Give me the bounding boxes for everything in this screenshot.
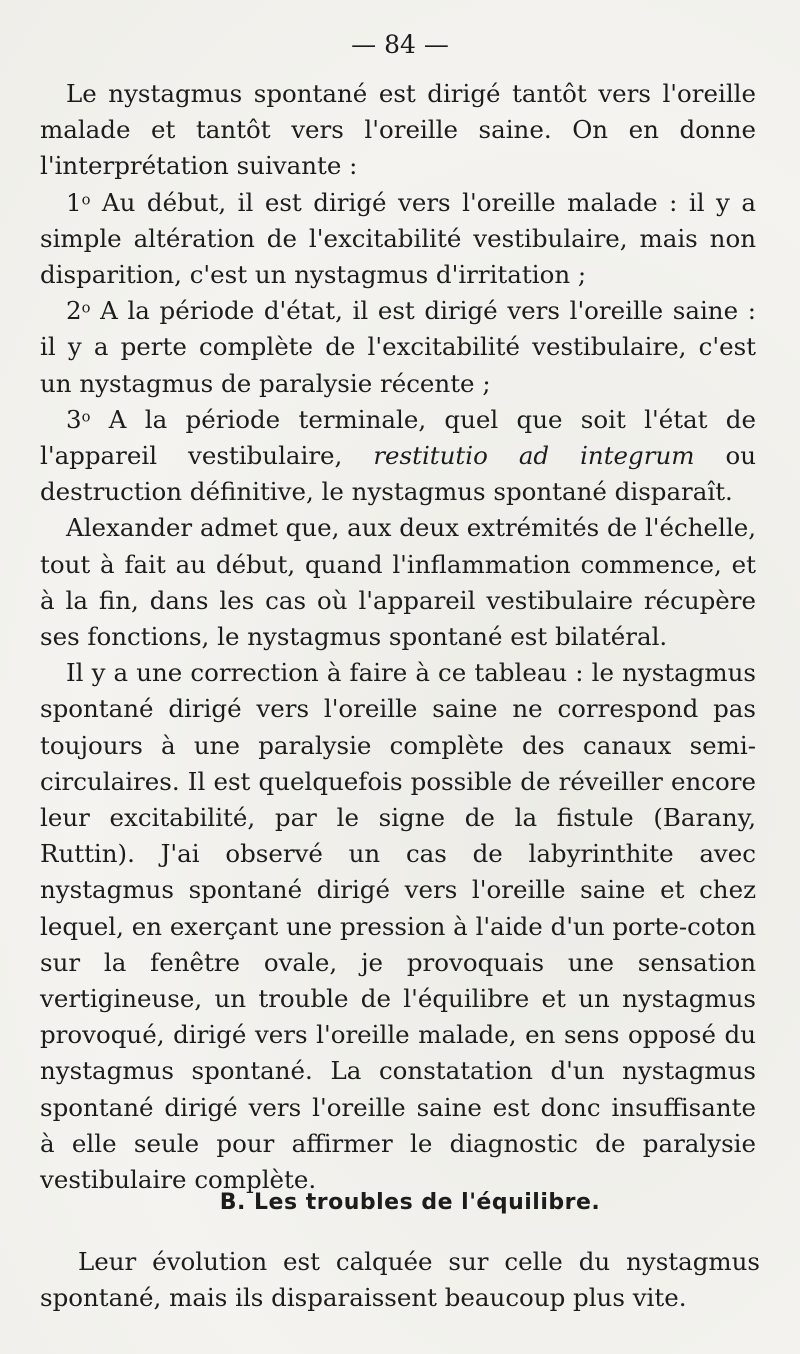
paragraph-point-1	[40, 185, 756, 294]
paragraph-alexander: Alexander admet que, aux deux extrémités de l'échelle, tout à fait au début, quand l'inflammation commence, et à la fin, dans les cas où l'appareil vestibulaire récupère ses fonctions, le nystagmus spontané est bilatéral.	[40, 513, 756, 652]
body-text	[40, 76, 756, 1198]
paragraph-correction: Il y a une correction à faire à ce tableau : le nystagmus spontané dirigé vers l'oreille saine ne correspond pas toujours à une paralysie complète des canaux semi-circulaires. Il est quelquefois possible de réveiller encore leur excitabilité, par le signe de la fistule (Barany, Ruttin). J'ai observé un cas de labyrinthite avec nystagmus spontané dirigé vers l'oreille saine et chez lequel, en exerçant une pression à l'aide d'un porte-coton sur la fenêtre ovale, je provoquais une sensation vertigineuse, un trouble de l'équilibre et un nystagmus provoqué, dirigé vers l'oreille malade, en sens opposé du nystagmus spontané. La constatation d'un nystagmus spontané dirigé vers l'oreille saine est donc insuffisante à elle seule pour affirmer le diagnostic de paralysie vestibulaire complète.	[40, 658, 756, 1195]
point-ordinal: o	[81, 299, 91, 317]
paragraph-section: Leur évolution est calquée sur celle du nystagmus spontané, mais ils disparaissent beaucoup plus vite.	[40, 1247, 760, 1313]
section-heading: B. Les troubles de l'équilibre.	[219, 1190, 601, 1215]
point-text: A la période d'état, il est dirigé vers l'oreille saine : il y a perte complète de l'excitabilité vestibulaire, c'est un nystagmus de paralysie récente ;	[40, 296, 756, 398]
point-number: 1	[66, 187, 82, 217]
point-number: 3	[66, 404, 82, 434]
point-ordinal: o	[81, 408, 91, 426]
point-text-after: ou destruction définitive, le nystagmus spontané disparaît.	[40, 441, 756, 507]
point-number: 2	[66, 296, 82, 326]
section-body	[40, 1244, 760, 1316]
point-text-before: A la période terminale, quel que soit l'état de l'appareil vestibulaire,	[40, 404, 756, 471]
latin-phrase: restitutio ad integrum	[373, 441, 695, 471]
paragraph-intro: Le nystagmus spontané est dirigé tantôt vers l'oreille malade et tantôt vers l'oreille saine. On en donne l'interprétation suivante :	[40, 79, 756, 181]
point-ordinal: o	[81, 191, 91, 208]
point-text: Au début, il est dirigé vers l'oreille malade : il y a simple altération de l'excitabilité vestibulaire, mais non disparition, c'est un nystagmus d'irritation ;	[40, 187, 756, 290]
page-number: — 84 —	[351, 30, 449, 59]
paragraph-point-3	[40, 402, 756, 511]
paragraph-point-2	[40, 293, 756, 402]
